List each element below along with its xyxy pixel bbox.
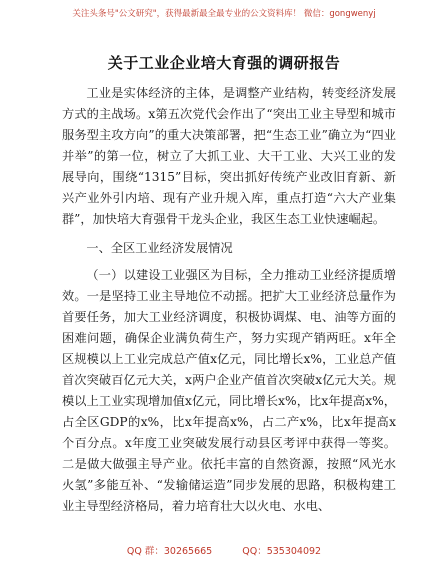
document-body [62, 83, 396, 517]
intro-paragraph: 工业是实体经济的主体，是调整产业结构，转变经济发展方式的主战场。x第五次党代会作出了“突出工业主导型和城市服务型主攻方向”的重大决策部署，把“生态工业”确立为“四业并举”的第一位，树立了大抓工业、大干工业、大兴工业的发展导向，围绕“1315”目标，突出抓好传统产业改旧育新、新兴产业外引内培、现有产业升规入库，重点打造“六大产业集群”，加快培大育强骨干龙头企业，我区生态工业快速崛起。 [62, 86, 396, 226]
footer-contact [0, 543, 448, 557]
footer-qq-group: QQ 群：30265665 [126, 546, 213, 557]
footer-qq: QQ：535304092 [242, 546, 322, 557]
top-banner: 关注头条号"公文研究"，获得最新最全最专业的公文资料库！ 微信：gongwenyj [72, 9, 376, 19]
section-heading: 一、全区工业经济发展情况 [86, 241, 233, 255]
subsection-paragraph: （一）以建设工业强区为目标，全力推动工业经济提质增效。一是坚持工业主导地位不动摇。把扩大工业经济总量作为首要任务，加大工业经济调度，积极协调煤、电、油等方面的困难问题，确保企业满负荷生产，努力实现产销两旺。x年全区规模以上工业完成总产值x亿元，同比增长x%，工业总产值首次突破百亿元大关，x两户企业产值首次突破x亿元大关。规模以上工业实现增加值x亿元，同比增长x%，比x年提高x%，占全区GDP的x%，比x年提高x%，占二产x%，比x年提高x个百分点。x年度工业突破发展行动县区考评中获得一等奖。二是做大做强主导产业。依托丰富的自然资源，按照“风光水火氢”多能互补、“发输储运造”同步发展的思路，积极构建工业主导型经济格局，着力培育壮大以火电、水电、 [62, 268, 396, 513]
document-title: 关于工业企业培大育强的调研报告 [107, 54, 341, 72]
